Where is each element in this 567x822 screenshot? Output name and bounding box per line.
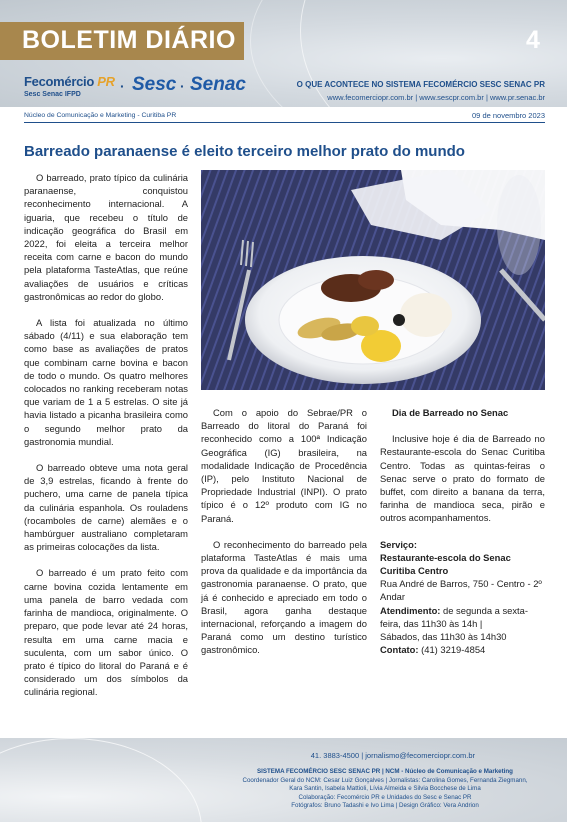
footer-contact: 41. 3883-4500 | jornalismo@fecomerciopr.com.br [310,751,475,760]
article-headline: Barreado paranaense é eleito terceiro melhor prato do mundo [24,143,465,160]
service-hours: Atendimento: de segunda a sexta-feira, das 11h30 às 14h | [380,604,528,629]
masthead-title: BOLETIM DIÁRIO [22,26,236,54]
article-paragraph: O reconhecimento do barreado pela plataforma TasteAtlas é mais uma prova da qualidade e da importância da gastronomia paranaense. O prato, que já é conhecido e apreciado em todo o Brasil, agora ganha destaque internacional, reforçando a imagem do Paraná como um destino turístico gastronômico. [201,538,367,656]
service-saturday-hours: Sábados, das 11h30 às 14h30 [380,631,507,643]
service-label: Serviço: [380,538,417,550]
article-paragraph: O barreado é um prato feito com carne bovina cozida lentamente em uma panela de barro vedada com farinha de mandioca, originalmente. O preparo, que pode levar até 24 horas, resulta em uma carne macia e suculenta, com um sabor único. O prato é típico do litoral do Paraná e é considerado um dos símbolos da culinária regional. [24,567,188,698]
logo-group: Fecomércio PR Sesc Senac IFPD · Sesc · Senac [24,74,246,98]
issue-date: 09 de novembro 2023 [472,111,545,120]
header-divider [24,122,545,123]
department-label: Núcleo de Comunicação e Marketing - Curitiba PR [24,112,177,119]
footer-credits: SISTEMA FECOMÉRCIO SESC SENAC PR | NCM - Núcleo de Comunicação e Marketing Coordenador Geral do NCM: Cesar Luiz Gonçalves | Jornalistas: Carolina Gomes, Fernanda Ziegmann, Kara Santin, Isabela Mattioli, Lívia Almeida e Silvia Bocchese de Lima Colaboração: Fecomércio PR e Unidades do Sesc e Senac PR Fotógrafos: Bruno Tadashi e Ivo Lima | Design Gráfico: Vera Andrion [242,768,528,810]
article-column-2 [201,406,367,657]
article-paragraph: O barreado obteve uma nota geral de 3,9 estrelas, ficando à frente do puchero, uma carne de panela típica da culinária espanhola. Os rouladens (rocamboles de carne) alemães e o hambúrguer australiano completaram as primeiras colocações da lista. [24,462,188,553]
article-paragraph: Inclusive hoje é dia de Barreado no Restaurante-escola do Senac Curitiba Centro. Todas as quintas-feiras o Senac serve o prato do formato de buffet, com direito a banana da terra, farinha de mandioca seca, pirão e outros acompanhamentos. [380,433,545,524]
fecomercio-logo-subtitle: Sesc Senac IFPD [24,91,81,98]
barreado-dish-photo [201,170,545,390]
service-contact: Contato: (41) 3219-4854 [380,644,486,656]
masthead-title-box [0,22,244,60]
article-paragraph: O barreado, prato típico da culinária paranaense, conquistou reconhecimento internacional. A iguaria, que recebeu o título de indicação geográfica do Brasil em 2022, foi eleita a terceira melhor receita com carne e bacon do mundo pela plataforma TasteAtlas, que reúne avaliações de usuários e críticas gastronômicas ao redor do globo. [24,172,188,302]
article-column-3 [380,406,545,656]
sesc-logo: Sesc [132,74,177,95]
article-paragraph: Com o apoio do Sebrae/PR o Barreado do litoral do Paraná foi reconhecido como a 100ª Indicação Geográfica (IG) brasileira, na modalidade Indicação de Procedência (IP), pelo Instituto Nacional de Propriedade Industrial (INPI). O prato típico é o 12º produto com IG no Paraná. [201,407,367,524]
masthead [0,0,567,107]
section-subtitle: Dia de Barreado no Senac [392,407,509,418]
article-paragraph: A lista foi atualizada no último sábado (4/11) e sua elaboração tem como base as avaliações de pratos que combinam carne bovina e bacon de todo o mundo. Os quatro melhores colocados no ranking receberam notas que variam de 1 a 5 estrelas. O site já havia listado a picanha brasileira como o segundo melhor prato da gastronomia mundial. [24,317,188,447]
article-column-1 [24,171,188,699]
service-address: Rua André de Barros, 750 - Centro - 2º Andar [380,578,542,603]
service-name: Restaurante-escola do Senac Curitiba Centro [380,551,511,577]
fecomercio-logo: Fecomércio PR [24,74,115,89]
senac-logo: Senac [190,74,246,95]
page-number: 4 [526,26,540,54]
website-links: www.fecomerciopr.com.br | www.sescpr.com.br | www.pr.senac.br [327,93,545,102]
footer [0,738,567,822]
tagline: O QUE ACONTECE NO SISTEMA FECOMÉRCIO SESC SENAC PR [296,80,545,89]
service-box [380,538,545,657]
